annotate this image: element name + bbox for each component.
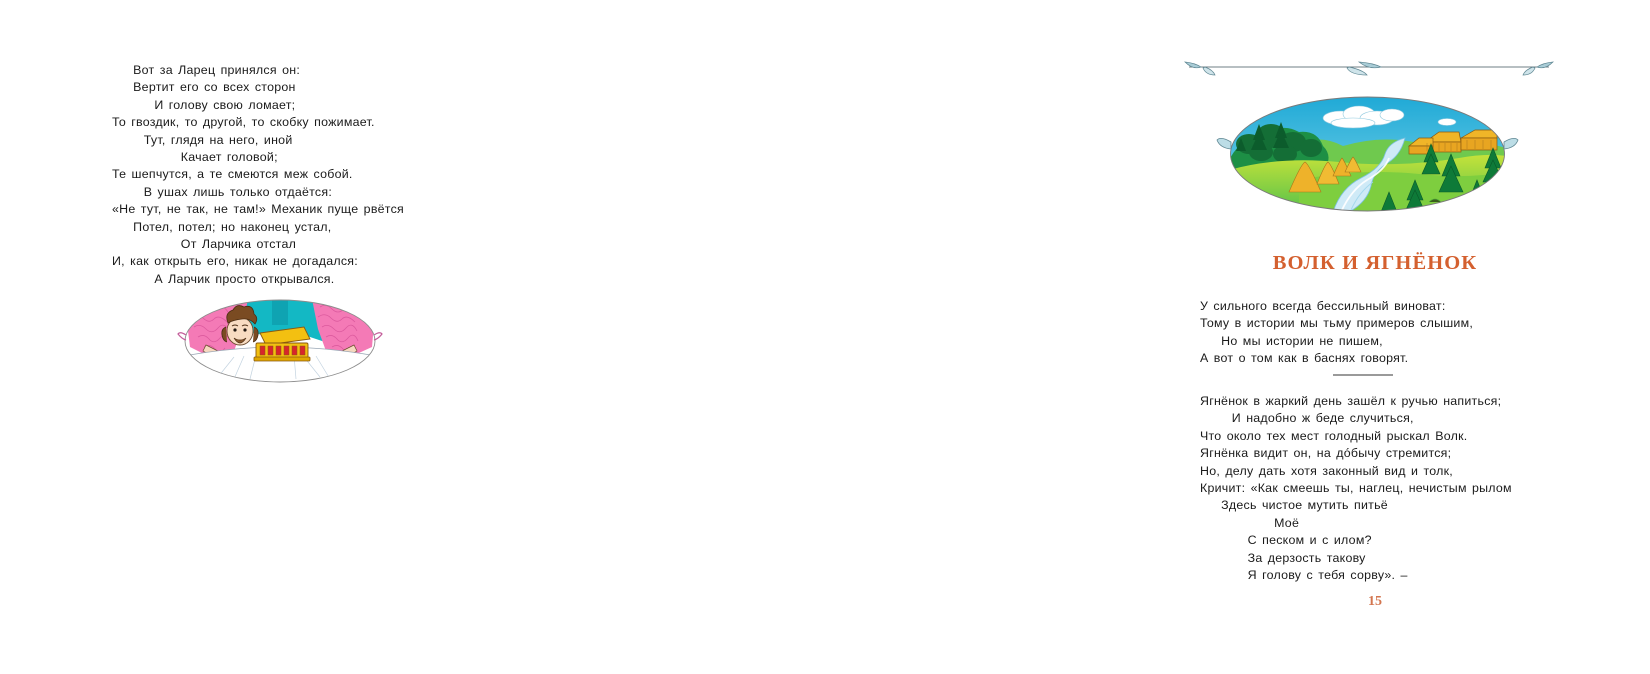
moral-line: Но мы истории не пишем, — [1200, 333, 1383, 348]
stanza-divider — [1333, 374, 1393, 376]
fable-moral-stanza — [1200, 298, 1473, 368]
verse-line: От Ларчика отстал — [112, 237, 297, 252]
fable-line: Но, делу дать хотя законный вид и толк, — [1200, 463, 1453, 478]
leaf-rule-flourish-icon — [1183, 58, 1555, 80]
moral-line: Тому в истории мы тьму примеров слышим, — [1200, 316, 1474, 331]
fable-main-stanza — [1200, 393, 1512, 584]
verse-line: Качает головой; — [112, 150, 278, 165]
verse-line: Потел, потел; но наконец устал, — [112, 219, 332, 234]
verse-line: «Не тут, не так, не там!» Механик пуще рвётся — [112, 202, 404, 217]
fable-line: Ягнёнок в жаркий день зашёл к ручью напиться; — [1200, 394, 1502, 408]
left-page — [0, 0, 550, 674]
fable-line: Моё — [1200, 515, 1300, 530]
verse-line: И, как открыть его, никак не догадался: — [112, 254, 358, 269]
verse-line: То гвоздик, то другой, то скобку пожимает. — [112, 115, 375, 130]
fable-line: Ягнёнка видит он, на дóбычу стремится; — [1200, 446, 1452, 461]
moral-line: У сильного всегда бессильный виноват: — [1200, 299, 1446, 313]
verse-line: В ушах лишь только отдаётся: — [112, 184, 333, 199]
page-number: 15 — [1368, 594, 1382, 609]
fable-title: ВОЛК И ЯГНЁНОК — [1272, 252, 1478, 274]
verse-line: Тут, глядя на него, иной — [112, 132, 293, 147]
verse-line: Вот за Ларец принялся он: — [112, 63, 301, 77]
right-page — [550, 0, 1512, 674]
verse-line: Те шепчутся, а те смеются меж собой. — [112, 167, 353, 182]
fable-line: Я голову с тебя сорву». – — [1200, 568, 1408, 583]
left-page-verse — [112, 62, 404, 288]
moral-line: А вот о том как в баснях говорят. — [1200, 351, 1409, 366]
fable-line: Здесь чистое мутить питьё — [1200, 498, 1388, 513]
verse-line: А Ларчик просто открывался. — [112, 271, 335, 286]
fable-line: За дерзость такову — [1200, 550, 1366, 565]
fable-line: Кричит: «Как смеешь ты, наглец, нечистым рылом — [1200, 481, 1512, 496]
fable-line: С песком и с илом? — [1200, 533, 1372, 548]
verse-line: Вертит его со всех сторон — [112, 80, 296, 95]
landscape-illustration — [1229, 96, 1506, 212]
verse-line: И голову свою ломает; — [112, 97, 296, 112]
fable-line: И надобно ж беде случиться, — [1200, 411, 1414, 426]
fable-line: Что около тех мест голодный рыскал Волк. — [1200, 428, 1468, 443]
casket-illustration — [184, 299, 376, 383]
